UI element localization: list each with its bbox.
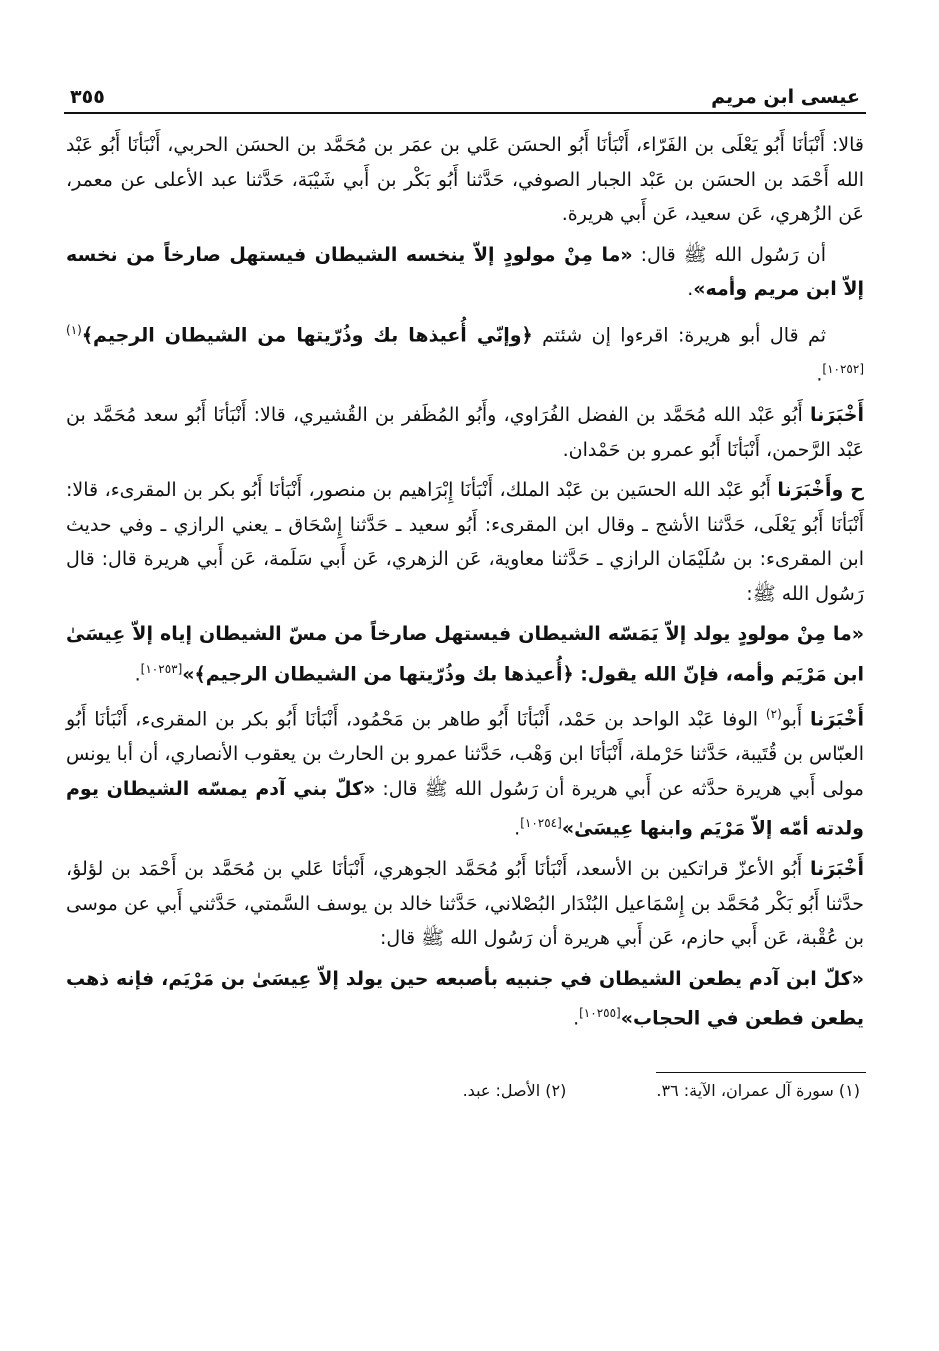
reference-marker: [١٠٢٥٣]: [140, 661, 183, 676]
bold-text: أَخْبَرَنا: [809, 708, 865, 731]
footnotes: [64, 1081, 866, 1100]
reference-marker: [١٠٢٥٢]: [822, 362, 864, 377]
bold-text: أَخْبَرَنا: [809, 858, 864, 881]
footnote-1: (١) سورة آل عمران، الآية: ٣٦.: [656, 1080, 860, 1100]
running-title: عيسى ابن مريم: [711, 86, 860, 108]
text-run: أَبُو عَبْد الله مُحَمَّد بن الفضل الفُرَاوي، وأَبُو المُظَفر بن القُشيري، قالا: أَنْبَأنَا أَبُو سعد مُحَمَّد بن عَبْد الرَّحمن، أَنْبَأنَا أَبُو عمرو بن حَمْدان.: [66, 404, 864, 461]
bold-text: «ما مِنْ مولودٍ إلاّ ينخسه الشيطان فيستهل صارخاً من نخسه إلاّ ابن مريم وأمه»: [66, 243, 864, 300]
reference-marker: (١): [66, 322, 82, 337]
text-run: أن رَسُول الله ﷺ قال:: [632, 243, 826, 266]
paragraph: [64, 852, 866, 956]
text-run: أَبُو عَبْد الله الحسَين بن عَبْد الملك، أَنْبَأنَا إِبْرَاهيم بن منصور، أَنْبَأنَا أَبُو بكر بن المقرىء، قالا: أَنْبَأنَا أَبُو يَعْلَى، حَدَّثنا الأشج ـ وقال ابن المقرىء: أَبُو سعيد ـ حَدَّثنا إِسْحَاق ـ يعني الرازي ـ وفي حديث ابن المقرىء: بن سُلَيْمَان الرازي ـ حَدَّثنا معاوية، عَن الزهري، عَن أَبي سَلَمة، عَن أَبي هريرة قال: قال رَسُول الله ﷺ:: [66, 479, 864, 605]
page: [64, 78, 866, 1308]
bold-text: أَخْبَرَنا: [809, 404, 864, 427]
reference-marker: (٢): [765, 707, 782, 722]
bold-text: ﴿وإنّي أُعيذها بك وذُرّيتها من الشيطان الرجيم﴾: [81, 323, 533, 346]
paragraph: [64, 473, 866, 611]
paragraph: [64, 398, 866, 467]
text-run: .: [573, 1007, 580, 1030]
bold-text: «كلّ ابن آدم يطعن الشيطان في جنبيه بأصبعه حين يولد إلاّ عِيسَىٰ بن مَرْيَم، فإنه ذهب يطعن فطعن في الحجاب»: [66, 967, 864, 1030]
bold-text: «ما مِنْ مولودٍ يولد إلاّ يَمَسّه الشيطان فيستهل صارخاً من مسّ الشيطان إياه إلاّ عِيسَىٰ ابن مَرْيَم وأمه، فإنّ الله يقول: ﴿أُعيذها بك وذُرّيتها من الشيطان الرجيم﴾»: [66, 623, 864, 685]
running-head: [64, 78, 866, 114]
paragraph: [64, 313, 866, 393]
main-text: [64, 114, 866, 1036]
reference-marker: [١٠٢٥٥]: [579, 1006, 621, 1021]
text-run: ثم قال أبو هريرة: اقرءوا إن شئتم: [532, 323, 826, 346]
footnote-rule: [656, 1072, 866, 1073]
bold-text: ح وأَخْبَرَنا: [777, 479, 864, 502]
text-run: .: [687, 278, 694, 300]
paragraph: [64, 238, 866, 307]
paragraph: [64, 697, 866, 846]
bold-text: «كلّ بني آدم يمسّه الشيطان يوم ولدته أمّه إلاّ مَرْيَم وابنها عِيسَىٰ»: [66, 777, 864, 840]
text-run: أَبُو الأعزّ قراتكين بن الأسعد، أَنْبَأنَا أَبُو مُحَمَّد الجوهري، أَنْبَأنَا عَلي بن مُحَمَّد بن أَحْمَد بن لؤلؤ، حدَّثنا أَبُو بَكْر مُحَمَّد بن إِسْمَاعيل البُنْدَار البُصْلاني، حَدَّثنا خالد بن يوسف السَّمتي، حَدَّثني أَبي عن موسى بن عُقْبة، عَن أَبي حازم، عَن أَبي هريرة أن رَسُول الله ﷺ قال:: [66, 858, 864, 950]
paragraph: [64, 128, 866, 232]
text-run: .: [514, 817, 521, 840]
footnote-2: (٢) الأصل: عبد.: [462, 1080, 567, 1100]
text-run: قالا: أَنْبَأنَا أَبُو يَعْلَى بن الفَرّاء، أَنْبَأنَا أَبُو الحسَن عَلي بن عمَر بن مُحَمَّد بن الحسَن الحربي، أَنْبَأنَا أَبُو عَبْد الله أَحْمَد بن الحسَن بن عَبْد الجبار الصوفي، حَدَّثنا أَبُو بَكْر بن أَبي شَيْبَة، حَدَّثنا عبد الأعلى عن معمر، عَن الزُهري، عَن سعيد، عَن أَبي هريرة.: [66, 134, 864, 225]
text-run: الوفا عَبْد الواحد بن حَمْد، أَنْبَأنَا أَبُو طاهر بن مَحْمُود، أَنْبَأنَا أَبُو بكر بن المقرىء، أَنْبَأنَا أَبُو العبّاس بن قُتَيبة، حَدَّثنا حَرْملة، أَنْبَأنَا ابن وَهْب، حَدَّثنا عمرو بن الحارث بن يعقوب الأنصاري، أن أبا يونس مولى أَبي هريرة حدَّثه عن أَبي هريرة أن رَسُول الله ﷺ قال:: [66, 708, 864, 800]
reference-marker: [١٠٢٥٤]: [520, 816, 562, 831]
page-number: ٣٥٥: [70, 86, 105, 108]
text-run: أَبو: [781, 708, 810, 731]
paragraph: [64, 617, 866, 691]
text-run: .: [816, 363, 823, 386]
paragraph: [64, 962, 866, 1036]
text-run: .: [134, 662, 141, 685]
